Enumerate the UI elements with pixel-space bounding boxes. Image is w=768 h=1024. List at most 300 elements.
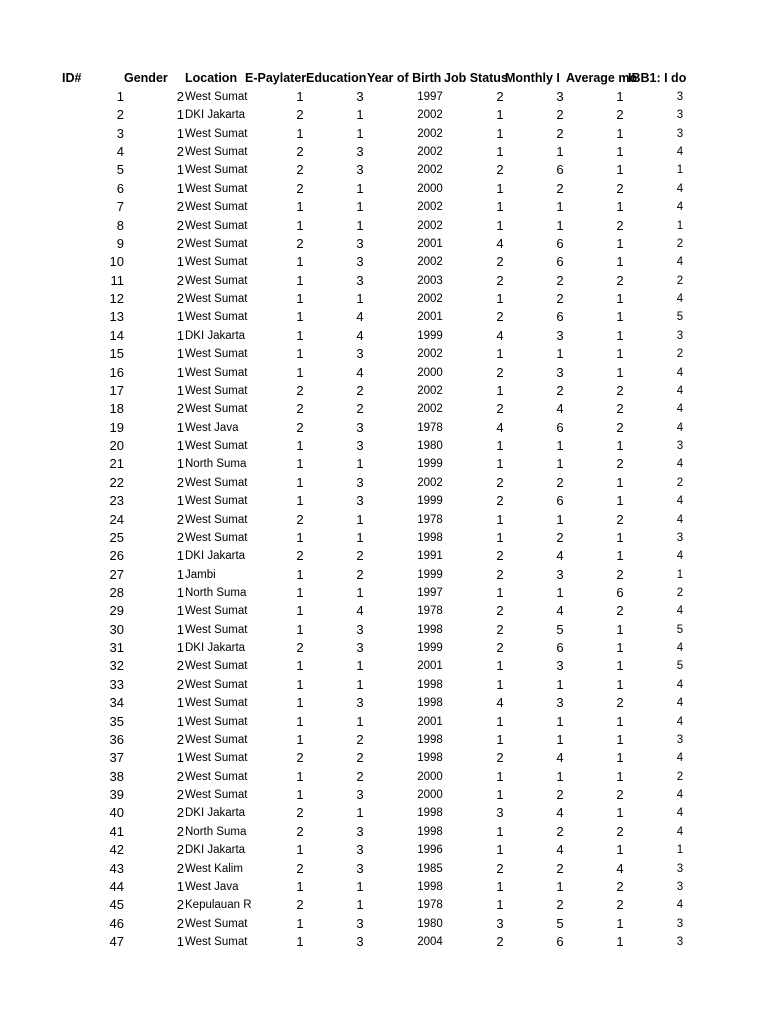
cell-education[interactable]: 3	[356, 934, 364, 950]
cell-monthly-income[interactable]: 1	[556, 144, 564, 160]
cell-id[interactable]: 31	[109, 640, 124, 656]
header-epaylater[interactable]: E-Paylater	[245, 71, 307, 85]
cell-job-status[interactable]: 1	[496, 676, 504, 692]
cell-monthly-income[interactable]: 4	[556, 603, 564, 619]
cell-average-monthly[interactable]: 2	[616, 787, 624, 803]
cell-location[interactable]: West Sumat	[185, 403, 248, 416]
cell-year-of-birth[interactable]: 2002	[417, 201, 443, 214]
cell-education[interactable]: 3	[356, 346, 364, 362]
cell-year-of-birth[interactable]: 1998	[417, 697, 443, 710]
cell-year-of-birth[interactable]: 2002	[417, 146, 443, 159]
cell-average-monthly[interactable]: 1	[616, 842, 624, 858]
cell-monthly-income[interactable]: 3	[556, 364, 564, 380]
cell-gender[interactable]: 1	[176, 346, 184, 362]
cell-job-status[interactable]: 1	[496, 107, 504, 123]
cell-epaylater[interactable]: 2	[296, 382, 304, 398]
cell-gender[interactable]: 2	[176, 676, 184, 692]
cell-location[interactable]: West Sumat	[185, 733, 248, 746]
cell-monthly-income[interactable]: 1	[556, 456, 564, 472]
cell-gender[interactable]: 1	[176, 621, 184, 637]
cell-location[interactable]: West Sumat	[185, 274, 248, 287]
cell-location[interactable]: DKI Jakarta	[185, 844, 246, 857]
cell-year-of-birth[interactable]: 2000	[417, 366, 443, 379]
cell-monthly-income[interactable]: 6	[556, 254, 564, 270]
cell-gender[interactable]: 2	[176, 787, 184, 803]
cell-monthly-income[interactable]: 3	[556, 327, 564, 343]
cell-id[interactable]: 40	[109, 805, 124, 821]
cell-average-monthly[interactable]: 1	[616, 768, 624, 784]
cell-monthly-income[interactable]: 6	[556, 162, 564, 178]
cell-ibb1[interactable]: 3	[676, 109, 684, 122]
cell-year-of-birth[interactable]: 2002	[417, 348, 443, 361]
cell-job-status[interactable]: 2	[496, 493, 504, 509]
cell-education[interactable]: 3	[356, 860, 364, 876]
cell-education[interactable]: 3	[356, 89, 364, 104]
cell-monthly-income[interactable]: 2	[556, 107, 564, 123]
cell-epaylater[interactable]: 1	[296, 364, 304, 380]
header-location[interactable]: Location	[185, 71, 238, 85]
cell-location[interactable]: West Sumat	[185, 531, 248, 544]
cell-job-status[interactable]: 2	[496, 640, 504, 656]
cell-monthly-income[interactable]: 1	[556, 878, 564, 894]
cell-ibb1[interactable]: 4	[676, 825, 684, 838]
cell-average-monthly[interactable]: 1	[616, 89, 624, 104]
cell-education[interactable]: 2	[356, 768, 364, 784]
cell-gender[interactable]: 2	[176, 401, 184, 417]
cell-epaylater[interactable]: 2	[296, 180, 304, 196]
cell-epaylater[interactable]: 1	[296, 346, 304, 362]
cell-gender[interactable]: 2	[176, 235, 184, 251]
cell-year-of-birth[interactable]: 2003	[417, 274, 443, 287]
cell-average-monthly[interactable]: 2	[616, 272, 624, 288]
cell-epaylater[interactable]: 2	[296, 823, 304, 839]
cell-location[interactable]: West Sumat	[185, 182, 248, 195]
cell-monthly-income[interactable]: 3	[556, 658, 564, 674]
cell-id[interactable]: 19	[109, 419, 124, 435]
cell-monthly-income[interactable]: 3	[556, 566, 564, 582]
cell-location[interactable]: West Java	[185, 880, 239, 893]
cell-education[interactable]: 1	[356, 217, 364, 233]
cell-id[interactable]: 26	[109, 548, 124, 564]
cell-education[interactable]: 2	[356, 401, 364, 417]
cell-average-monthly[interactable]: 1	[616, 474, 624, 490]
cell-epaylater[interactable]: 1	[296, 787, 304, 803]
cell-location[interactable]: West Sumat	[185, 715, 248, 728]
cell-monthly-income[interactable]: 2	[556, 382, 564, 398]
cell-average-monthly[interactable]: 1	[616, 676, 624, 692]
cell-job-status[interactable]: 1	[496, 768, 504, 784]
cell-ibb1[interactable]: 2	[676, 348, 684, 361]
cell-gender[interactable]: 1	[176, 327, 184, 343]
cell-education[interactable]: 3	[356, 493, 364, 509]
cell-job-status[interactable]: 1	[496, 291, 504, 307]
cell-gender[interactable]: 1	[176, 584, 184, 600]
cell-average-monthly[interactable]: 4	[616, 860, 624, 876]
cell-id[interactable]: 47	[109, 934, 124, 950]
cell-monthly-income[interactable]: 1	[556, 199, 564, 215]
cell-ibb1[interactable]: 4	[676, 642, 684, 655]
cell-average-monthly[interactable]: 1	[616, 934, 624, 950]
cell-year-of-birth[interactable]: 1996	[417, 844, 443, 857]
cell-gender[interactable]: 1	[176, 493, 184, 509]
cell-job-status[interactable]: 2	[496, 272, 504, 288]
cell-gender[interactable]: 1	[176, 382, 184, 398]
cell-year-of-birth[interactable]: 2000	[417, 182, 443, 195]
cell-id[interactable]: 21	[109, 456, 124, 472]
cell-gender[interactable]: 1	[176, 180, 184, 196]
cell-gender[interactable]: 2	[176, 897, 184, 913]
cell-monthly-income[interactable]: 6	[556, 309, 564, 325]
header-monthly-income[interactable]: Monthly I	[505, 71, 560, 85]
cell-job-status[interactable]: 2	[496, 934, 504, 950]
cell-job-status[interactable]: 2	[496, 364, 504, 380]
cell-gender[interactable]: 2	[176, 144, 184, 160]
cell-id[interactable]: 16	[109, 364, 124, 380]
cell-gender[interactable]: 2	[176, 474, 184, 490]
cell-ibb1[interactable]: 3	[676, 127, 684, 140]
cell-year-of-birth[interactable]: 1997	[417, 586, 443, 599]
cell-average-monthly[interactable]: 1	[616, 309, 624, 325]
cell-location[interactable]: North Suma	[185, 586, 247, 599]
cell-location[interactable]: West Sumat	[185, 440, 248, 453]
cell-year-of-birth[interactable]: 1999	[417, 458, 443, 471]
cell-location[interactable]: DKI Jakarta	[185, 550, 246, 563]
cell-epaylater[interactable]: 2	[296, 860, 304, 876]
cell-gender[interactable]: 2	[176, 529, 184, 545]
cell-year-of-birth[interactable]: 1978	[417, 605, 443, 618]
cell-epaylater[interactable]: 2	[296, 548, 304, 564]
cell-location[interactable]: West Sumat	[185, 513, 248, 526]
cell-education[interactable]: 3	[356, 915, 364, 931]
cell-average-monthly[interactable]: 1	[616, 199, 624, 215]
cell-epaylater[interactable]: 1	[296, 731, 304, 747]
cell-gender[interactable]: 1	[176, 713, 184, 729]
cell-location[interactable]: West Sumat	[185, 678, 248, 691]
cell-education[interactable]: 3	[356, 823, 364, 839]
cell-gender[interactable]: 2	[176, 768, 184, 784]
cell-year-of-birth[interactable]: 1980	[417, 917, 443, 930]
cell-id[interactable]: 10	[109, 254, 124, 270]
cell-gender[interactable]: 1	[176, 695, 184, 711]
cell-education[interactable]: 1	[356, 878, 364, 894]
cell-id[interactable]: 14	[109, 327, 124, 343]
cell-year-of-birth[interactable]: 2002	[417, 164, 443, 177]
cell-ibb1[interactable]: 5	[676, 660, 684, 673]
cell-epaylater[interactable]: 1	[296, 658, 304, 674]
cell-gender[interactable]: 2	[176, 823, 184, 839]
cell-location[interactable]: West Sumat	[185, 752, 248, 765]
cell-location[interactable]: DKI Jakarta	[185, 109, 246, 122]
cell-education[interactable]: 3	[356, 640, 364, 656]
cell-ibb1[interactable]: 4	[676, 458, 684, 471]
cell-gender[interactable]: 2	[176, 915, 184, 931]
cell-education[interactable]: 1	[356, 584, 364, 600]
cell-gender[interactable]: 1	[176, 438, 184, 454]
cell-gender[interactable]: 1	[176, 640, 184, 656]
cell-id[interactable]: 6	[116, 180, 124, 196]
cell-average-monthly[interactable]: 1	[616, 731, 624, 747]
cell-ibb1[interactable]: 4	[676, 421, 684, 434]
cell-monthly-income[interactable]: 1	[556, 713, 564, 729]
cell-monthly-income[interactable]: 4	[556, 750, 564, 766]
cell-location[interactable]: West Sumat	[185, 495, 248, 508]
cell-epaylater[interactable]: 1	[296, 676, 304, 692]
cell-monthly-income[interactable]: 1	[556, 731, 564, 747]
cell-job-status[interactable]: 2	[496, 309, 504, 325]
cell-job-status[interactable]: 1	[496, 897, 504, 913]
cell-ibb1[interactable]: 4	[676, 403, 684, 416]
cell-epaylater[interactable]: 1	[296, 438, 304, 454]
cell-education[interactable]: 3	[356, 695, 364, 711]
cell-ibb1[interactable]: 4	[676, 752, 684, 765]
cell-id[interactable]: 24	[109, 511, 124, 527]
cell-epaylater[interactable]: 1	[296, 934, 304, 950]
cell-monthly-income[interactable]: 2	[556, 291, 564, 307]
cell-ibb1[interactable]: 2	[676, 770, 684, 783]
cell-gender[interactable]: 2	[176, 731, 184, 747]
cell-location[interactable]: Kepulauan R	[185, 899, 252, 912]
cell-year-of-birth[interactable]: 1999	[417, 329, 443, 342]
cell-location[interactable]: DKI Jakarta	[185, 807, 246, 820]
cell-average-monthly[interactable]: 1	[616, 621, 624, 637]
cell-id[interactable]: 34	[109, 695, 124, 711]
cell-year-of-birth[interactable]: 2002	[417, 403, 443, 416]
cell-year-of-birth[interactable]: 1999	[417, 495, 443, 508]
cell-monthly-income[interactable]: 6	[556, 419, 564, 435]
cell-job-status[interactable]: 1	[496, 180, 504, 196]
cell-monthly-income[interactable]: 1	[556, 768, 564, 784]
cell-average-monthly[interactable]: 1	[616, 750, 624, 766]
cell-monthly-income[interactable]: 2	[556, 860, 564, 876]
cell-epaylater[interactable]: 1	[296, 254, 304, 270]
cell-job-status[interactable]: 1	[496, 842, 504, 858]
cell-ibb1[interactable]: 3	[676, 880, 684, 893]
cell-monthly-income[interactable]: 4	[556, 805, 564, 821]
cell-ibb1[interactable]: 4	[676, 366, 684, 379]
cell-job-status[interactable]: 2	[496, 162, 504, 178]
cell-location[interactable]: West Sumat	[185, 936, 248, 949]
cell-job-status[interactable]: 4	[496, 327, 504, 343]
cell-education[interactable]: 4	[356, 603, 364, 619]
cell-average-monthly[interactable]: 2	[616, 878, 624, 894]
cell-year-of-birth[interactable]: 1998	[417, 752, 443, 765]
cell-gender[interactable]: 1	[176, 107, 184, 123]
cell-monthly-income[interactable]: 1	[556, 438, 564, 454]
cell-monthly-income[interactable]: 2	[556, 180, 564, 196]
cell-id[interactable]: 28	[109, 584, 124, 600]
cell-education[interactable]: 3	[356, 438, 364, 454]
cell-id[interactable]: 12	[109, 291, 124, 307]
cell-job-status[interactable]: 4	[496, 695, 504, 711]
cell-average-monthly[interactable]: 1	[616, 713, 624, 729]
cell-epaylater[interactable]: 1	[296, 713, 304, 729]
cell-year-of-birth[interactable]: 2001	[417, 237, 443, 250]
cell-education[interactable]: 2	[356, 382, 364, 398]
cell-education[interactable]: 1	[356, 897, 364, 913]
cell-job-status[interactable]: 4	[496, 419, 504, 435]
cell-id[interactable]: 37	[109, 750, 124, 766]
cell-location[interactable]: West Sumat	[185, 293, 248, 306]
cell-job-status[interactable]: 2	[496, 254, 504, 270]
cell-id[interactable]: 17	[109, 382, 124, 398]
cell-job-status[interactable]: 2	[496, 89, 504, 104]
cell-year-of-birth[interactable]: 2002	[417, 256, 443, 269]
cell-average-monthly[interactable]: 2	[616, 456, 624, 472]
cell-id[interactable]: 38	[109, 768, 124, 784]
cell-location[interactable]: West Sumat	[185, 201, 248, 214]
cell-location[interactable]: Jambi	[185, 568, 216, 581]
cell-average-monthly[interactable]: 1	[616, 235, 624, 251]
cell-ibb1[interactable]: 3	[676, 329, 684, 342]
cell-education[interactable]: 1	[356, 658, 364, 674]
cell-monthly-income[interactable]: 3	[556, 695, 564, 711]
cell-epaylater[interactable]: 2	[296, 107, 304, 123]
cell-epaylater[interactable]: 1	[296, 272, 304, 288]
cell-ibb1[interactable]: 2	[676, 237, 684, 250]
cell-education[interactable]: 3	[356, 162, 364, 178]
cell-year-of-birth[interactable]: 2001	[417, 715, 443, 728]
cell-year-of-birth[interactable]: 1980	[417, 440, 443, 453]
cell-gender[interactable]: 1	[176, 364, 184, 380]
cell-year-of-birth[interactable]: 1998	[417, 825, 443, 838]
cell-epaylater[interactable]: 1	[296, 474, 304, 490]
cell-average-monthly[interactable]: 1	[616, 144, 624, 160]
cell-average-monthly[interactable]: 2	[616, 897, 624, 913]
cell-job-status[interactable]: 3	[496, 805, 504, 821]
cell-monthly-income[interactable]: 1	[556, 584, 564, 600]
cell-average-monthly[interactable]: 2	[616, 217, 624, 233]
cell-job-status[interactable]: 1	[496, 217, 504, 233]
cell-gender[interactable]: 1	[176, 419, 184, 435]
cell-average-monthly[interactable]: 1	[616, 438, 624, 454]
cell-id[interactable]: 33	[109, 676, 124, 692]
cell-gender[interactable]: 2	[176, 842, 184, 858]
cell-education[interactable]: 1	[356, 805, 364, 821]
cell-epaylater[interactable]: 1	[296, 89, 304, 104]
cell-year-of-birth[interactable]: 2002	[417, 219, 443, 232]
header-average-monthly[interactable]: Average mo	[566, 71, 638, 85]
cell-gender[interactable]: 1	[176, 934, 184, 950]
cell-monthly-income[interactable]: 2	[556, 272, 564, 288]
cell-id[interactable]: 8	[116, 217, 124, 233]
cell-year-of-birth[interactable]: 2001	[417, 311, 443, 324]
cell-year-of-birth[interactable]: 2002	[417, 127, 443, 140]
cell-ibb1[interactable]: 4	[676, 201, 684, 214]
cell-location[interactable]: West Sumat	[185, 476, 248, 489]
header-job-status[interactable]: Job Status	[444, 71, 508, 85]
cell-id[interactable]: 46	[109, 915, 124, 931]
cell-education[interactable]: 3	[356, 272, 364, 288]
cell-average-monthly[interactable]: 1	[616, 291, 624, 307]
cell-job-status[interactable]: 2	[496, 566, 504, 582]
cell-epaylater[interactable]: 1	[296, 621, 304, 637]
cell-average-monthly[interactable]: 1	[616, 915, 624, 931]
cell-location[interactable]: West Sumat	[185, 237, 248, 250]
cell-location[interactable]: West Sumat	[185, 660, 248, 673]
cell-gender[interactable]: 2	[176, 199, 184, 215]
cell-ibb1[interactable]: 4	[676, 182, 684, 195]
cell-year-of-birth[interactable]: 1998	[417, 678, 443, 691]
cell-location[interactable]: West Sumat	[185, 697, 248, 710]
cell-gender[interactable]: 2	[176, 89, 184, 104]
cell-location[interactable]: West Sumat	[185, 91, 248, 103]
cell-year-of-birth[interactable]: 2002	[417, 384, 443, 397]
cell-location[interactable]: West Sumat	[185, 146, 248, 159]
cell-gender[interactable]: 2	[176, 658, 184, 674]
cell-epaylater[interactable]: 1	[296, 603, 304, 619]
cell-id[interactable]: 39	[109, 787, 124, 803]
cell-epaylater[interactable]: 1	[296, 584, 304, 600]
cell-epaylater[interactable]: 2	[296, 401, 304, 417]
cell-epaylater[interactable]: 1	[296, 309, 304, 325]
cell-average-monthly[interactable]: 1	[616, 805, 624, 821]
cell-average-monthly[interactable]: 1	[616, 162, 624, 178]
cell-job-status[interactable]: 4	[496, 235, 504, 251]
cell-ibb1[interactable]: 3	[676, 531, 684, 544]
header-education[interactable]: Education	[306, 71, 367, 85]
cell-id[interactable]: 43	[109, 860, 124, 876]
cell-epaylater[interactable]: 1	[296, 878, 304, 894]
cell-ibb1[interactable]: 3	[676, 917, 684, 930]
cell-education[interactable]: 1	[356, 713, 364, 729]
cell-id[interactable]: 25	[109, 529, 124, 545]
cell-ibb1[interactable]: 1	[676, 219, 684, 232]
cell-location[interactable]: West Sumat	[185, 917, 248, 930]
cell-year-of-birth[interactable]: 1997	[417, 91, 443, 103]
cell-id[interactable]: 35	[109, 713, 124, 729]
cell-ibb1[interactable]: 2	[676, 586, 684, 599]
cell-job-status[interactable]: 2	[496, 603, 504, 619]
cell-education[interactable]: 1	[356, 125, 364, 141]
cell-monthly-income[interactable]: 2	[556, 529, 564, 545]
cell-average-monthly[interactable]: 2	[616, 382, 624, 398]
cell-location[interactable]: West Sumat	[185, 256, 248, 269]
cell-education[interactable]: 4	[356, 364, 364, 380]
cell-id[interactable]: 18	[109, 401, 124, 417]
cell-average-monthly[interactable]: 6	[616, 584, 624, 600]
cell-id[interactable]: 22	[109, 474, 124, 490]
cell-ibb1[interactable]: 3	[676, 733, 684, 746]
cell-ibb1[interactable]: 4	[676, 293, 684, 306]
cell-id[interactable]: 4	[116, 144, 124, 160]
cell-monthly-income[interactable]: 4	[556, 401, 564, 417]
cell-job-status[interactable]: 2	[496, 750, 504, 766]
cell-job-status[interactable]: 1	[496, 346, 504, 362]
cell-location[interactable]: West Sumat	[185, 770, 248, 783]
cell-year-of-birth[interactable]: 2002	[417, 476, 443, 489]
cell-job-status[interactable]: 1	[496, 199, 504, 215]
cell-monthly-income[interactable]: 2	[556, 897, 564, 913]
cell-id[interactable]: 42	[109, 842, 124, 858]
cell-year-of-birth[interactable]: 1998	[417, 531, 443, 544]
cell-epaylater[interactable]: 2	[296, 511, 304, 527]
cell-average-monthly[interactable]: 1	[616, 254, 624, 270]
cell-epaylater[interactable]: 2	[296, 750, 304, 766]
cell-average-monthly[interactable]: 1	[616, 548, 624, 564]
cell-job-status[interactable]: 1	[496, 456, 504, 472]
cell-id[interactable]: 36	[109, 731, 124, 747]
cell-average-monthly[interactable]: 1	[616, 640, 624, 656]
cell-job-status[interactable]: 1	[496, 438, 504, 454]
cell-education[interactable]: 1	[356, 456, 364, 472]
cell-gender[interactable]: 2	[176, 217, 184, 233]
header-ibb1[interactable]: IBB1: I do	[628, 71, 687, 85]
cell-ibb1[interactable]: 4	[676, 146, 684, 159]
cell-job-status[interactable]: 1	[496, 713, 504, 729]
cell-education[interactable]: 2	[356, 750, 364, 766]
cell-year-of-birth[interactable]: 1999	[417, 642, 443, 655]
cell-ibb1[interactable]: 3	[676, 936, 684, 949]
